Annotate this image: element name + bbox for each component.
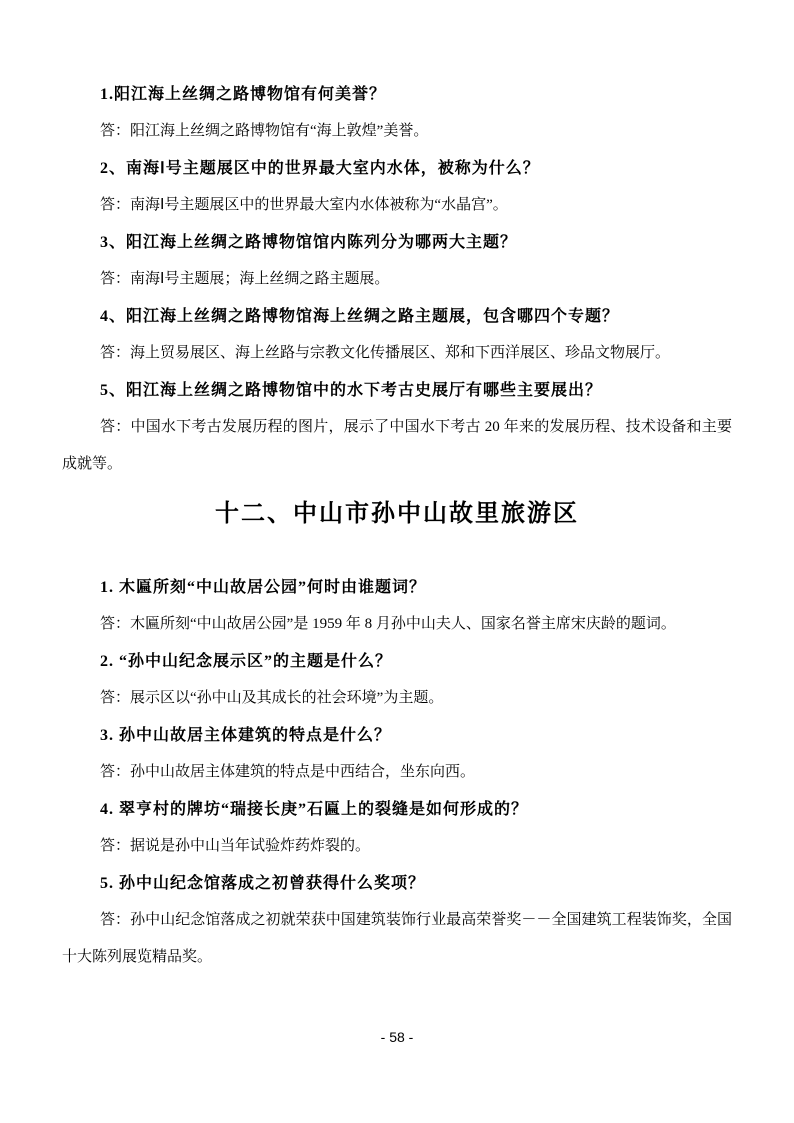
answer: 答：木匾所刻“中山故居公园”是 1959 年 8 月孙中山夫人、国家名誉主席宋庆龄的题词。 — [100, 616, 676, 632]
question: 4. 翠亨村的牌坊“瑞接长庚”石匾上的裂缝是如何形成的？ — [100, 801, 529, 818]
question: 5. 孙中山纪念馆落成之初曾获得什么奖项？ — [100, 875, 426, 892]
answer: 答：阳江海上丝绸之路博物馆有“海上敦煌”美誉。 — [100, 123, 429, 139]
page-number: - 58 - — [380, 1029, 414, 1045]
question: 2、南海Ⅰ号主题展区中的世界最大室内水体，被称为什么？ — [100, 160, 540, 177]
question: 1.阳江海上丝绸之路博物馆有何美誉？ — [100, 86, 387, 103]
question: 2. “孙中山纪念展示区”的主题是什么？ — [100, 653, 393, 670]
answer: 答：南海Ⅰ号主题展区中的世界最大室内水体被称为“水晶宫”。 — [100, 197, 508, 213]
answer: 答：据说是孙中山当年试验炸药炸裂的。 — [100, 838, 371, 854]
question: 1. 木匾所刻“中山故居公园”何时由谁题词？ — [100, 579, 427, 596]
section-title: 十二、中山市孙中山故里旅游区 — [215, 500, 579, 527]
question: 5、阳江海上丝绸之路博物馆中的水下考古史展厅有哪些主要展出？ — [100, 382, 603, 399]
answer: 答：孙中山纪念馆落成之初就荣获中国建筑装饰行业最高荣誉奖－－全国建筑工程装饰奖，全国十大陈列展览精品奖。 — [62, 912, 732, 965]
question: 3、阳江海上丝绸之路博物馆馆内陈列分为哪两大主题？ — [100, 234, 518, 251]
answer: 答：南海Ⅰ号主题展；海上丝绸之路主题展。 — [100, 271, 390, 287]
answer: 答：展示区以“孙中山及其成长的社会环境”为主题。 — [100, 690, 444, 706]
answer: 答：海上贸易展区、海上丝路与宗教文化传播展区、郑和下西洋展区、珍品文物展厅。 — [100, 345, 671, 361]
section-museum-qa — [62, 76, 732, 483]
answer: 答：中国水下考古发展历程的图片，展示了中国水下考古 20 年来的发展历程、技术设备和主要成就等。 — [62, 419, 732, 472]
answer: 答：孙中山故居主体建筑的特点是中西结合，坐东向西。 — [100, 764, 476, 780]
section-sunyatsen-qa — [62, 569, 732, 976]
question: 4、阳江海上丝绸之路博物馆海上丝绸之路主题展，包含哪四个专题？ — [100, 308, 620, 325]
question: 3. 孙中山故居主体建筑的特点是什么？ — [100, 727, 392, 744]
